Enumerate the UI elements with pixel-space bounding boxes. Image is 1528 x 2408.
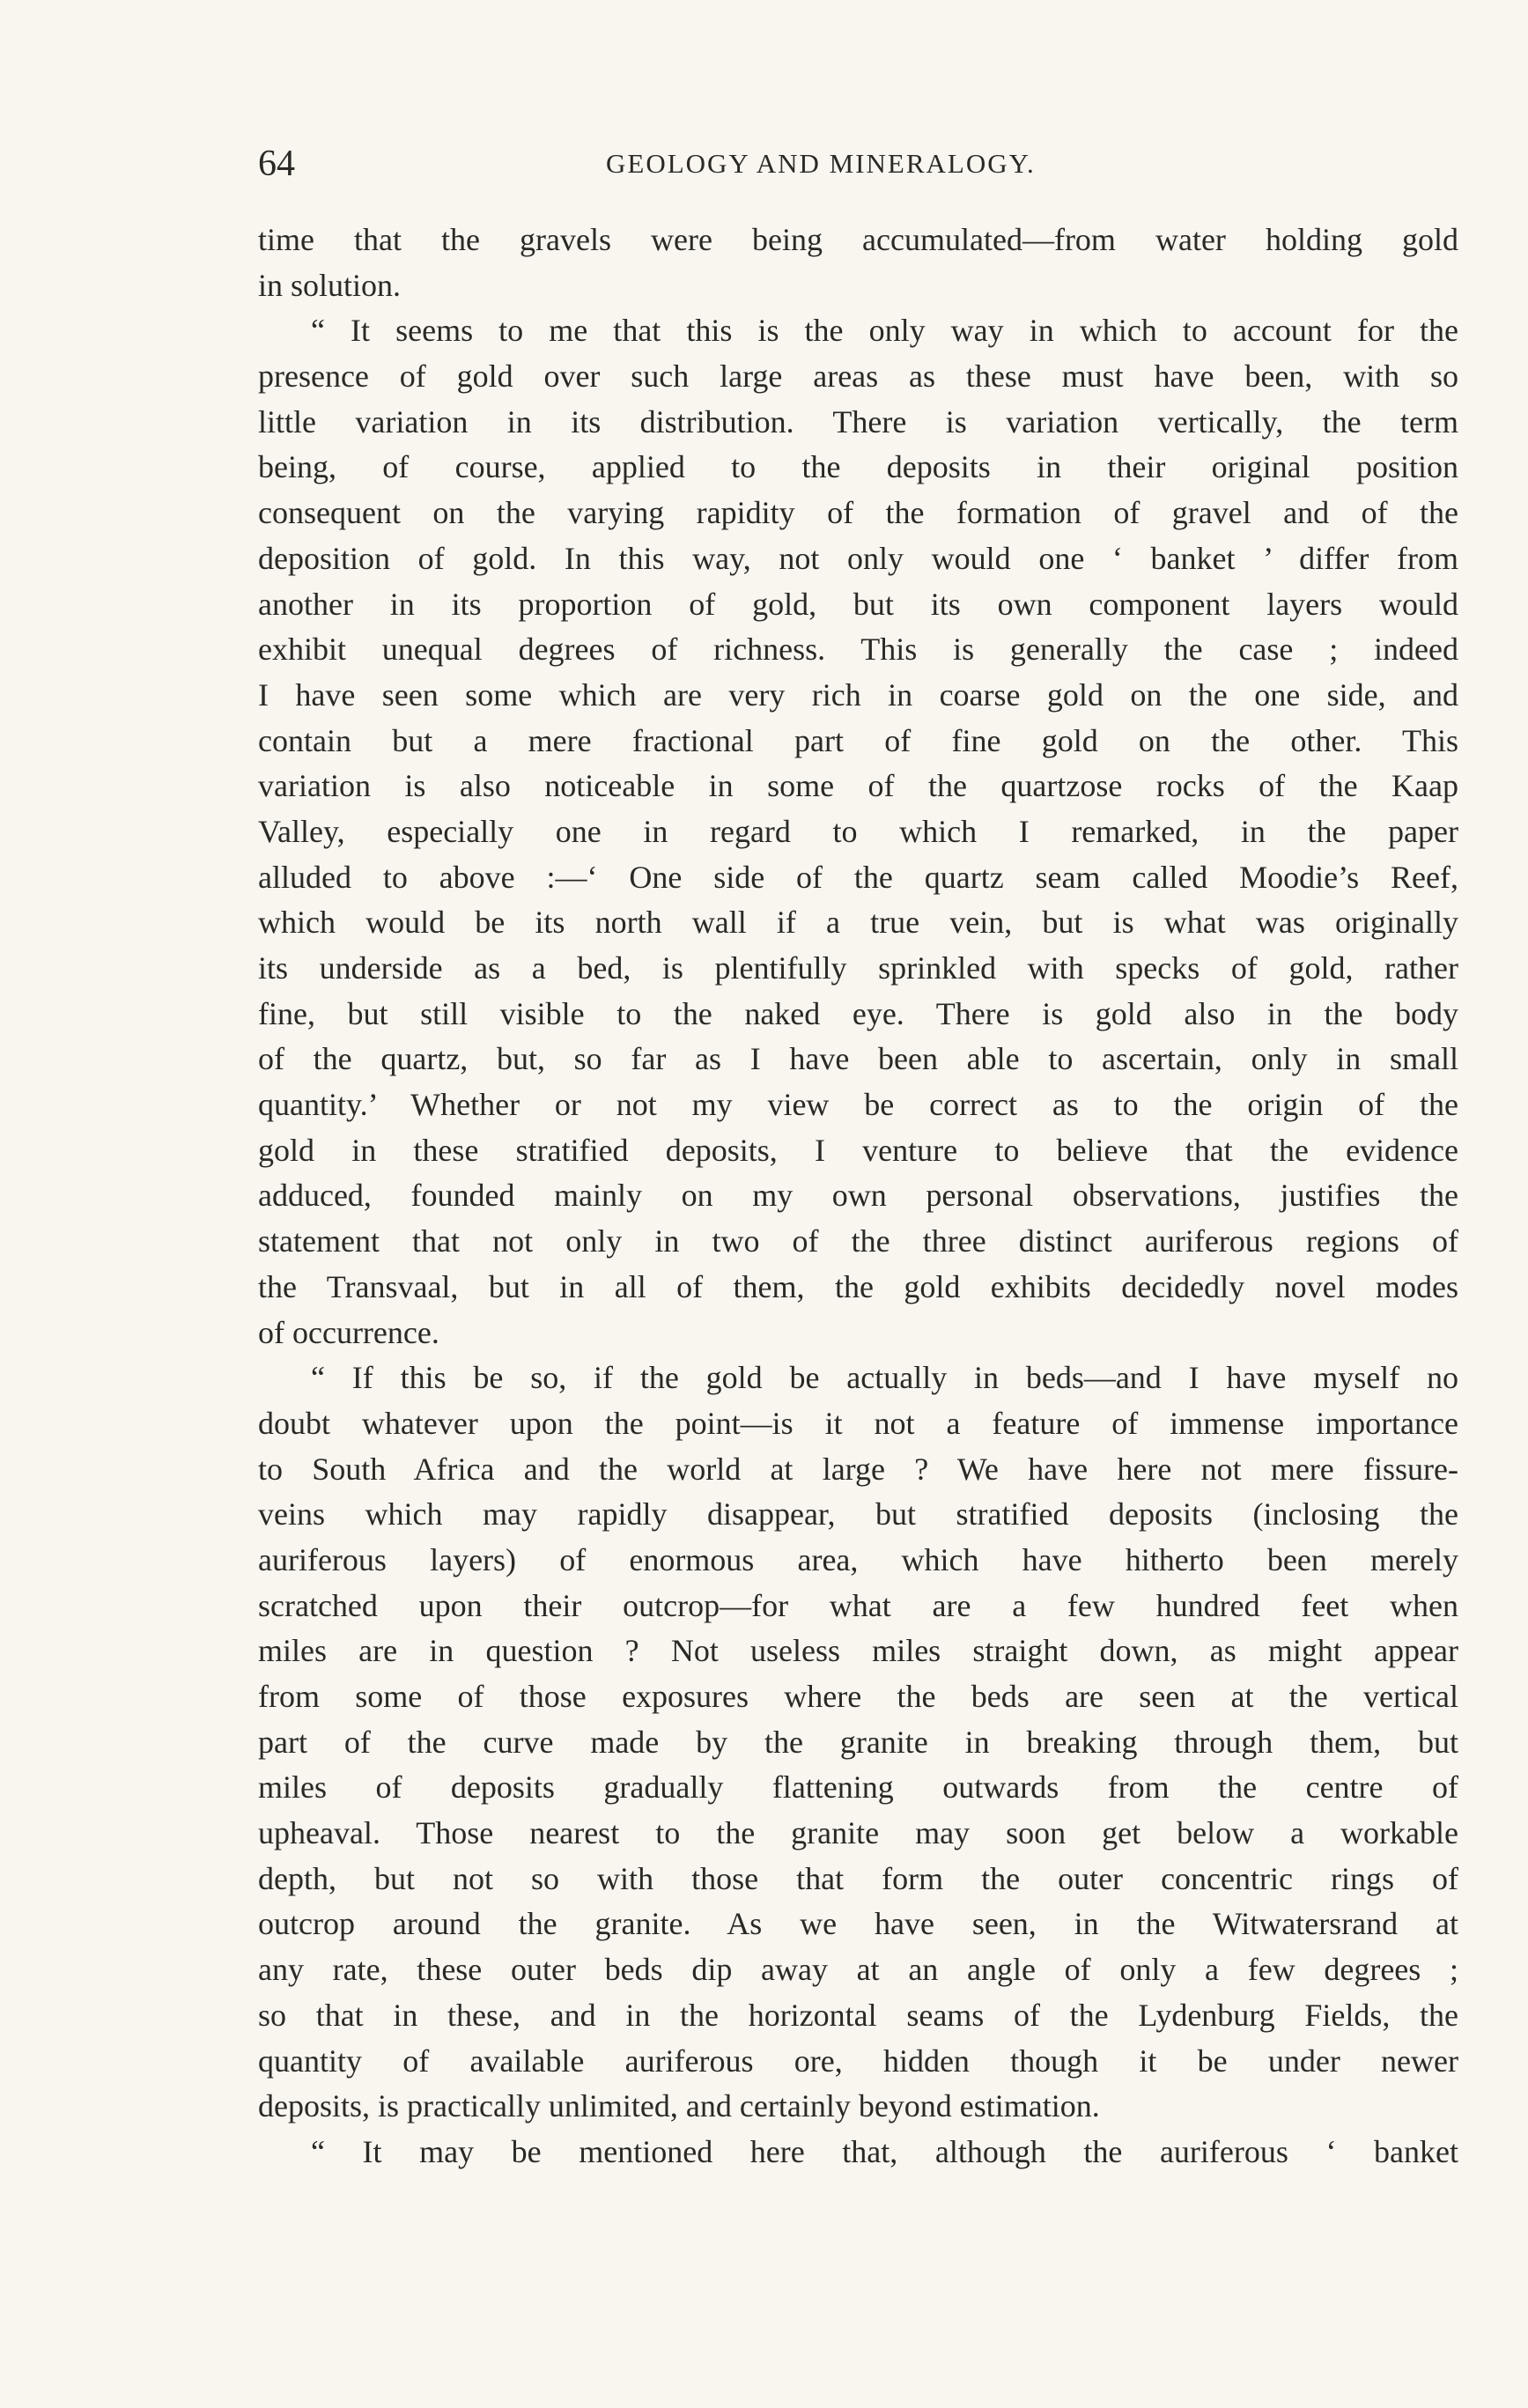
- text-line: “ If this be so, if the gold be actually in beds—and I have myself no: [311, 1360, 1458, 1396]
- text-line: its underside as a bed, is plentifully sprinkled with specks of gold, rather: [258, 950, 1458, 986]
- text-line: little variation in its distribution. There is variation vertically, the term: [258, 403, 1458, 439]
- text-line: depth, but not so with those that form the outer concentric rings of: [258, 1860, 1458, 1896]
- text-line: exhibit unequal degrees of richness. This is generally the case ; indeed: [258, 632, 1458, 668]
- body-text: [258, 218, 1458, 2175]
- text-line: deposition of gold. In this way, not only would one ‘ banket ’ differ from: [258, 540, 1458, 576]
- page-number: 64: [258, 144, 295, 184]
- text-line: quantity of available auriferous ore, hidden though it be under newer: [258, 2042, 1458, 2079]
- text-line: “ It may be mentioned here that, although the auriferous ‘ banket: [311, 2133, 1458, 2169]
- text-line: from some of those exposures where the beds are seen at the vertical: [258, 1679, 1458, 1714]
- text-line: miles of deposits gradually flattening outwards from the centre of: [258, 1769, 1458, 1806]
- text-line: consequent on the varying rapidity of the formation of gravel and of the: [258, 495, 1458, 531]
- text-line: statement that not only in two of the three distinct auriferous regions of: [258, 1223, 1458, 1259]
- text-line: “ It seems to me that this is the only way in which to account for the: [311, 313, 1458, 349]
- text-line: outcrop around the granite. As we have seen, in the Witwatersrand at: [258, 1906, 1458, 1942]
- text-line: of occurrence.: [258, 1314, 439, 1350]
- text-line: being, of course, applied to the deposits in their original position: [258, 449, 1458, 485]
- running-title: GEOLOGY AND MINERALOGY.: [606, 148, 1036, 179]
- text-line: veins which may rapidly disappear, but stratified deposits (inclosing the: [258, 1496, 1458, 1533]
- text-line: fine, but still visible to the naked eye. There is gold also in the body: [258, 995, 1458, 1031]
- text-line: time that the gravels were being accumulated—from water holding gold: [258, 222, 1458, 257]
- text-line: scratched upon their outcrop—for what are a few hundred feet when: [258, 1587, 1458, 1623]
- text-line: gold in these stratified deposits, I venture to believe that the evidence: [258, 1132, 1458, 1168]
- text-line: which would be its north wall if a true vein, but is what was originally: [258, 905, 1458, 941]
- text-line: alluded to above :—‘ One side of the quartz seam called Moodie’s Reef,: [258, 859, 1458, 895]
- text-line: another in its proportion of gold, but its own component layers would: [258, 586, 1458, 622]
- text-line: the Transvaal, but in all of them, the gold exhibits decidedly novel modes: [258, 1268, 1458, 1304]
- text-line: auriferous layers) of enormous area, which have hitherto been merely: [258, 1541, 1458, 1577]
- text-line: adduced, founded mainly on my own personal observations, justifies the: [258, 1178, 1458, 1214]
- text-line: upheaval. Those nearest to the granite may soon get below a workable: [258, 1815, 1458, 1851]
- text-line: of the quartz, but, so far as I have been able to ascertain, only in small: [258, 1041, 1458, 1077]
- text-line: deposits, is practically unlimited, and certainly beyond estimation.: [258, 2088, 1100, 2124]
- text-line: to South Africa and the world at large ? We have here not mere fissure-: [258, 1451, 1458, 1487]
- text-line: Valley, especially one in regard to which I remarked, in the paper: [258, 813, 1458, 849]
- text-line: in solution.: [258, 267, 402, 303]
- page-header: [258, 141, 1456, 187]
- text-line: any rate, these outer beds dip away at an angle of only a few degrees ;: [258, 1952, 1458, 1988]
- text-line: variation is also noticeable in some of the quartzose rocks of the Kaap: [258, 768, 1458, 804]
- text-line: presence of gold over such large areas as these must have been, with so: [258, 358, 1458, 395]
- text-line: I have seen some which are very rich in coarse gold on the one side, and: [258, 676, 1458, 713]
- text-line: part of the curve made by the granite in breaking through them, but: [258, 1724, 1458, 1760]
- text-line: quantity.’ Whether or not my view be correct as to the origin of the: [258, 1087, 1458, 1123]
- text-line: so that in these, and in the horizontal seams of the Lydenburg Fields, the: [258, 1997, 1458, 2033]
- text-line: doubt whatever upon the point—is it not a feature of immense importance: [258, 1405, 1458, 1441]
- text-line: contain but a mere fractional part of fine gold on the other. This: [258, 722, 1458, 758]
- text-line: miles are in question ? Not useless miles straight down, as might appear: [258, 1633, 1458, 1669]
